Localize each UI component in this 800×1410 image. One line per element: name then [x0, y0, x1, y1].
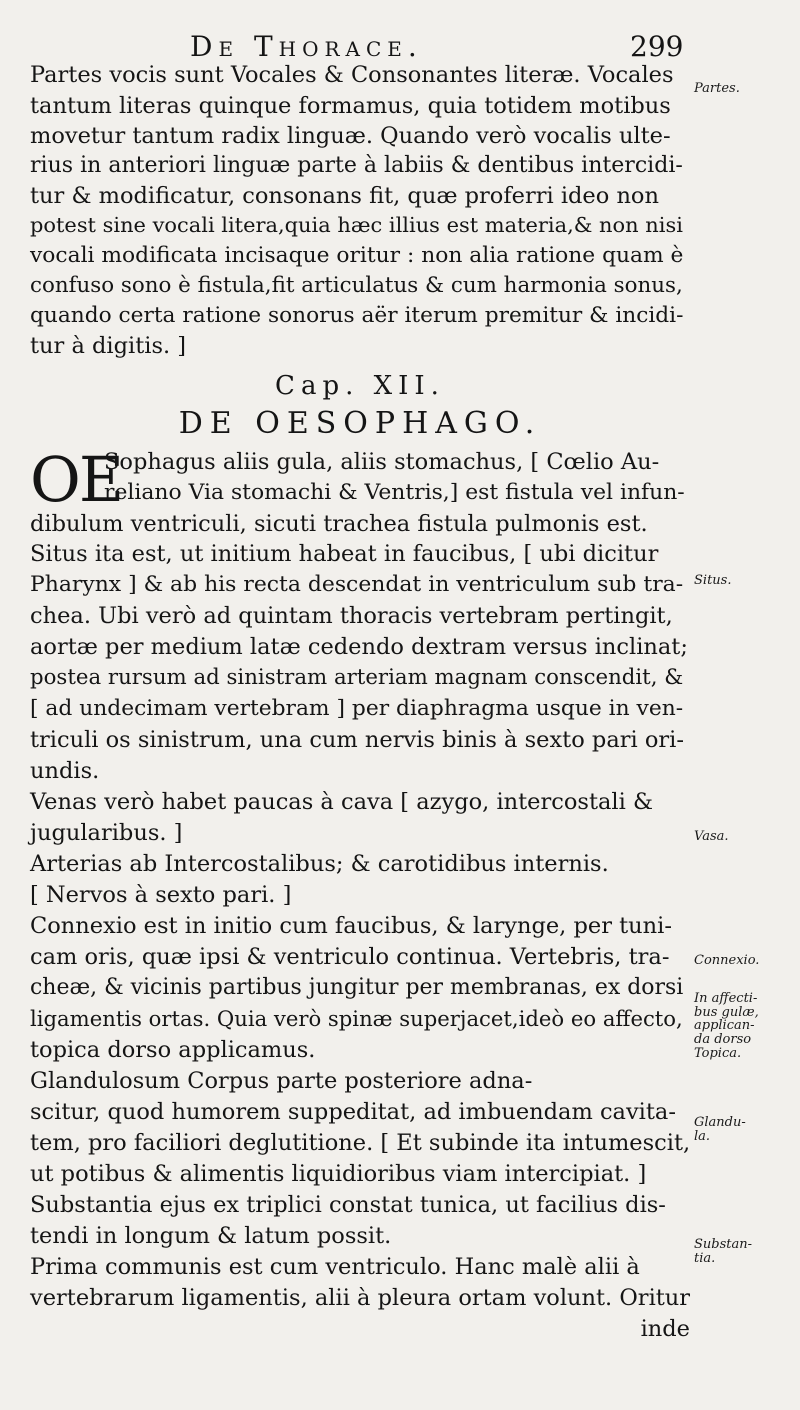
- text-line: Situs ita est, ut initium habeat in faucibus, [ ubi dicitur: [30, 541, 659, 567]
- text-line: postea rursum ad sinistram arteriam magnam conscendit, &: [30, 665, 684, 690]
- text-line: Pharynx ] & ab his recta descendat in ventriculum sub tra-: [30, 572, 684, 597]
- text-line: vertebrarum ligamentis, alii à pleura ortam volunt. Oritur: [30, 1285, 691, 1311]
- text-line: ut potibus & alimentis liquidioribus viam intercipiat. ]: [30, 1161, 647, 1187]
- text-line: cam oris, quæ ipsi & ventriculo continua. Vertebris, tra-: [30, 944, 670, 970]
- text-line: aortæ per medium latæ cedendo dextram versus inclinat;: [30, 634, 688, 660]
- dropcap-paragraph: [30, 443, 690, 516]
- text-line: triculi os sinistrum, una cum nervis binis à sexto pari ori-: [30, 727, 684, 753]
- body-text: [30, 64, 690, 1349]
- text-line: scitur, quod humorem suppeditat, ad imbuendam cavita-: [30, 1099, 676, 1125]
- catchword: inde: [640, 1316, 690, 1342]
- text-line: Connexio est in initio cum faucibus, & larynge, per tuni-: [30, 913, 672, 939]
- text-line: dibulum ventriculi, sicuti trachea fistula pulmonis est.: [30, 511, 648, 537]
- text-line: [ ad undecimam vertebram ] per diaphragma usque in ven-: [30, 696, 684, 721]
- text-line: movetur tantum radix linguæ. Quando verò vocalis ulte-: [30, 123, 671, 149]
- text-line: tem, pro faciliori deglutitione. [ Et subinde ita intumescit,: [30, 1130, 691, 1156]
- text-line: Arterias ab Intercostalibus; & carotidibus internis.: [30, 851, 609, 877]
- text-line: ligamentis ortas. Quia verò spinæ superjacet,ideò eo affecto,: [30, 1006, 683, 1031]
- text-line: cheæ, & vicinis partibus jungitur per membranas, ex dorsi: [30, 975, 684, 1000]
- running-head: De Thorace.: [190, 30, 423, 63]
- text-line: vocali modificata incisaque oritur : non alia ratione quam è: [30, 243, 684, 268]
- text-line: quando certa ratione sonorus aër iterum premitur & incidi-: [30, 303, 684, 328]
- text-line: potest sine vocali litera,quia hæc illius est materia,& non nisi: [30, 213, 683, 237]
- text-line: Venas verò habet paucas à cava [ azygo, intercostali &: [30, 789, 653, 815]
- text-line: [ Nervos à sexto pari. ]: [30, 882, 292, 908]
- margin-note: Partes.: [694, 81, 740, 96]
- margin-note: Substan-tia.: [694, 1237, 753, 1266]
- text-line: tur & modificatur, consonans fit, quæ proferri ideo non: [30, 183, 659, 209]
- margin-note: Situs.: [694, 573, 732, 588]
- text-line: chea. Ubi verò ad quintam thoracis vertebram pertingit,: [30, 603, 673, 629]
- text-line: Substantia ejus ex triplici constat tunica, ut facilius dis-: [30, 1192, 666, 1218]
- text-line: rius in anteriori linguæ parte à labiis & dentibus intercidi-: [30, 153, 683, 178]
- page-number: 299: [630, 30, 684, 63]
- chapter-title: DE OESOPHAGO.: [178, 406, 542, 441]
- drop-cap: OE: [30, 443, 123, 516]
- chapter-number: Cap. XII.: [275, 371, 445, 401]
- margin-note: In affecti-bus gulæ, applican-da dorso Topica.: [694, 991, 759, 1061]
- text-line: Sophagus aliis gula, aliis stomachus, [ Cœlio Au-: [104, 449, 660, 475]
- text-line: tendi in longum & latum possit.: [30, 1223, 392, 1249]
- text-line: Prima communis est cum ventriculo. Hanc malè alii à: [30, 1254, 640, 1280]
- text-line: confuso sono è fistula,fit articulatus & cum harmonia sonus,: [30, 273, 683, 298]
- text-line: undis.: [30, 758, 100, 784]
- margin-note: Glandu-la.: [694, 1115, 746, 1144]
- text-line: Glandulosum Corpus parte posteriore adna-: [30, 1068, 533, 1094]
- margin-note: Vasa.: [694, 829, 729, 844]
- text-line: topica dorso applicamus.: [30, 1037, 316, 1063]
- text-line: tur à digitis. ]: [30, 333, 187, 359]
- text-line: Partes vocis sunt Vocales & Consonantes literæ. Vocales: [30, 62, 674, 88]
- text-line: tantum literas quinque formamus, quia totidem motibus: [30, 93, 671, 119]
- margin-note: Connexio.: [694, 953, 760, 968]
- text-line: jugularibus. ]: [30, 820, 183, 846]
- text-line: reliano Via stomachi & Ventris,] est fistula vel infun-: [104, 480, 685, 505]
